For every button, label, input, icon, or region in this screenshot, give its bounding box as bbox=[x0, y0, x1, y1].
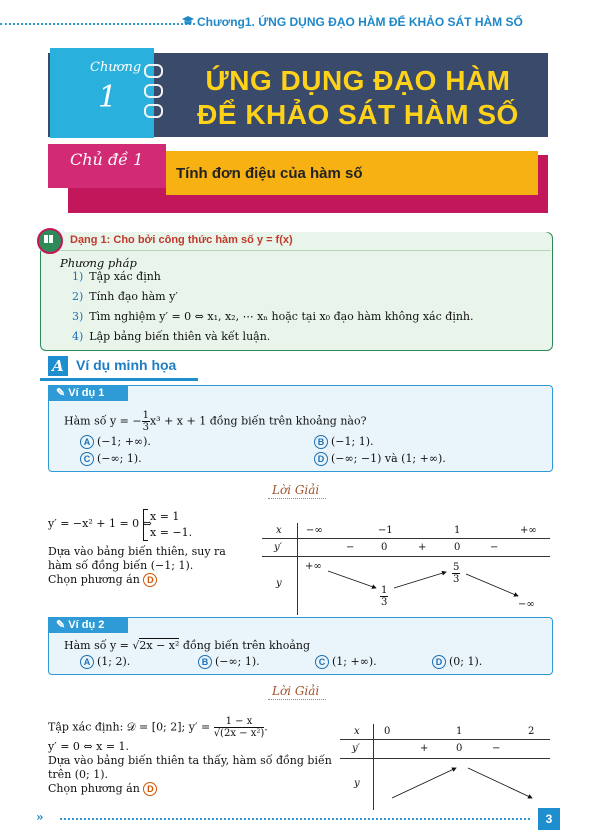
frac-num: 5 bbox=[453, 562, 460, 573]
chapter-number: 1 bbox=[98, 80, 118, 115]
frac-den: 3 bbox=[142, 422, 149, 433]
option-text: (1; +∞). bbox=[332, 655, 377, 668]
chapter-title bbox=[178, 64, 538, 132]
method-step bbox=[72, 270, 161, 283]
topic-title: Tính đơn điệu của hàm số bbox=[176, 165, 363, 182]
sqrt-radicand: 2x − x² bbox=[139, 639, 180, 652]
frac-den: 3 bbox=[381, 597, 388, 608]
example-label bbox=[48, 385, 128, 401]
topic-label: Chủ đề 1 bbox=[70, 150, 144, 169]
solution-text: Chọn phương án bbox=[48, 782, 140, 795]
solution-text: y′ = 0 ⇔ x = 1. bbox=[48, 740, 130, 753]
case-bracket bbox=[143, 509, 148, 541]
fraction bbox=[142, 410, 150, 433]
table-sign: − bbox=[346, 542, 355, 553]
solution-text: trên (0; 1). bbox=[48, 768, 109, 781]
footer-dotted-line bbox=[60, 818, 530, 820]
option-text: (0; 1). bbox=[449, 655, 483, 668]
table-x-label: x bbox=[276, 525, 282, 536]
pencil-icon: ✎ bbox=[56, 387, 66, 399]
option-a[interactable] bbox=[80, 435, 151, 449]
solution-label: Lời Giải bbox=[272, 483, 320, 497]
example-label bbox=[48, 617, 128, 633]
solution-text: Chọn phương án bbox=[48, 573, 140, 586]
option-letter: B bbox=[198, 655, 212, 669]
footer-mark: » bbox=[36, 810, 44, 824]
option-text: (−∞; 1). bbox=[97, 452, 142, 465]
option-b[interactable] bbox=[314, 435, 374, 449]
answer-badge: D bbox=[143, 782, 157, 796]
binder-ring-icon bbox=[144, 84, 163, 98]
chapter-label: Chương bbox=[90, 60, 142, 75]
method-title: Dạng 1: Cho bởi công thức hàm số y = f(x) bbox=[70, 234, 293, 246]
running-title: Chương1. ỨNG DỤNG ĐẠO HÀM ĐỂ KHẢO SÁT HÀM SỐ bbox=[197, 15, 523, 29]
table-x-value: 1 bbox=[456, 726, 463, 737]
step-number: 4) bbox=[72, 330, 84, 343]
example-question bbox=[64, 639, 310, 652]
option-letter: B bbox=[314, 435, 328, 449]
table-y-value: +∞ bbox=[305, 561, 322, 572]
question-text: x³ + x + 1 đồng biến trên khoảng nào? bbox=[149, 414, 367, 428]
option-text: (−1; 1). bbox=[331, 435, 374, 448]
solution-text: Dựa vào bảng biến thiên ta thấy, hàm số đồng biến bbox=[48, 754, 332, 767]
sqrt-sign: √ bbox=[132, 639, 140, 652]
solution-choice bbox=[48, 573, 157, 587]
table-x-value: −∞ bbox=[306, 525, 323, 536]
option-c[interactable] bbox=[315, 655, 377, 669]
table-y-value: −∞ bbox=[518, 599, 535, 610]
section-letter: A bbox=[48, 356, 68, 376]
option-d[interactable] bbox=[314, 452, 446, 466]
table-rule bbox=[340, 739, 550, 740]
answer-badge: D bbox=[143, 573, 157, 587]
option-c[interactable] bbox=[80, 452, 142, 466]
table-x-label: x bbox=[354, 726, 360, 737]
example-question bbox=[64, 410, 367, 433]
solution-derivative bbox=[48, 517, 152, 530]
variation-arrows bbox=[374, 758, 550, 808]
step-number: 2) bbox=[72, 290, 84, 303]
table-sign: − bbox=[492, 743, 501, 754]
fraction bbox=[214, 716, 265, 739]
frac-num: 1 bbox=[142, 410, 149, 421]
solution-domain: Tập xác định: 𝒟 = [0; 2]; y′ = $\frac{1 - x}{\text{√(2x − x²)}}$ . bbox=[48, 716, 268, 739]
arrow-up bbox=[394, 572, 446, 588]
solution-text: Dựa vào bảng biến thiên, suy ra bbox=[48, 545, 226, 558]
table-sign: 0 bbox=[456, 743, 463, 754]
option-d[interactable] bbox=[432, 655, 482, 669]
arrow-up bbox=[392, 768, 456, 798]
option-text: (−1; +∞). bbox=[97, 435, 151, 448]
page-number: 3 bbox=[538, 808, 560, 830]
option-letter: A bbox=[80, 435, 94, 449]
solution-text: hàm số đồng biến (−1; 1). bbox=[48, 559, 194, 572]
frac-den: 3 bbox=[453, 574, 460, 585]
step-text: Tính đạo hàm y′ bbox=[89, 290, 178, 303]
example-label-text: Ví dụ 2 bbox=[68, 619, 105, 631]
pencil-icon: ✎ bbox=[56, 619, 66, 631]
binder-ring-icon bbox=[144, 104, 163, 118]
frac-num: 1 bbox=[381, 585, 388, 596]
frac-num: 1 − x bbox=[214, 716, 265, 728]
option-letter: D bbox=[432, 655, 446, 669]
option-text: (−∞; 1). bbox=[215, 655, 260, 668]
solution-text: Tập xác định: 𝒟 = [0; 2]; y′ = bbox=[48, 720, 211, 734]
running-header bbox=[0, 10, 589, 32]
table-x-value: 1 bbox=[454, 525, 461, 536]
case-2: x = −1. bbox=[150, 526, 193, 539]
step-text: Lập bảng biến thiên và kết luận. bbox=[89, 330, 271, 343]
solution-choice bbox=[48, 782, 157, 796]
binder-ring-icon bbox=[144, 64, 163, 78]
option-b[interactable] bbox=[198, 655, 260, 669]
case-1: x = 1 bbox=[150, 510, 180, 523]
method-step bbox=[72, 330, 270, 343]
table-y-label: y bbox=[276, 578, 282, 589]
table-x-value: 2 bbox=[528, 726, 535, 737]
table-yp-label: y′ bbox=[352, 743, 360, 754]
table-sign: + bbox=[418, 542, 427, 553]
step-text: Tìm nghiệm y′ = 0 ⇔ x₁, x₂, ⋯ xₙ hoặc tại x₀ đạo hàm không xác định. bbox=[89, 310, 474, 323]
step-number: 1) bbox=[72, 270, 84, 283]
example-label-text: Ví dụ 1 bbox=[68, 387, 105, 399]
table-rule bbox=[262, 538, 550, 539]
book-icon bbox=[37, 228, 63, 254]
method-step bbox=[72, 290, 178, 303]
table-sign: + bbox=[420, 743, 429, 754]
section-title: Ví dụ minh họa bbox=[76, 357, 177, 373]
arrow-down bbox=[328, 571, 376, 588]
table-yp-label: y′ bbox=[274, 542, 282, 553]
option-text: (−∞; −1) và (1; +∞). bbox=[331, 452, 446, 465]
step-number: 3) bbox=[72, 310, 84, 323]
chapter-title-line1: ỨNG DỤNG ĐẠO HÀM bbox=[205, 65, 511, 96]
option-letter: D bbox=[314, 452, 328, 466]
section-underline bbox=[40, 378, 198, 381]
graduation-cap-icon bbox=[181, 14, 195, 28]
chapter-title-line2: ĐỂ KHẢO SÁT HÀM SỐ bbox=[197, 99, 519, 130]
solution-underline bbox=[268, 699, 326, 700]
frac-den: √(2x − x²) bbox=[213, 728, 265, 739]
header-dotted-line bbox=[0, 23, 195, 25]
table-sign: 0 bbox=[381, 542, 388, 553]
table-x-value: 0 bbox=[384, 726, 391, 737]
question-text: Hàm số y = − bbox=[64, 414, 142, 428]
variation-arrows bbox=[298, 556, 550, 616]
question-text: đồng biến trên khoảng bbox=[179, 639, 311, 652]
solution-label: Lời Giải bbox=[272, 684, 320, 698]
solution-underline bbox=[268, 498, 326, 499]
arrow-down bbox=[468, 768, 532, 798]
table-x-value: −1 bbox=[378, 525, 393, 536]
step-text: Tập xác định bbox=[89, 270, 161, 283]
table-sign: − bbox=[490, 542, 499, 553]
option-letter: C bbox=[80, 452, 94, 466]
method-label: Phương pháp bbox=[60, 256, 137, 270]
option-letter: C bbox=[315, 655, 329, 669]
option-text: (1; 2). bbox=[97, 655, 131, 668]
table-y-label: y bbox=[354, 778, 360, 789]
solution-text: y′ = −x² + 1 = 0 ⇔ bbox=[48, 517, 152, 530]
option-letter: A bbox=[80, 655, 94, 669]
method-step bbox=[72, 310, 474, 323]
arrow-down bbox=[466, 574, 518, 596]
option-a[interactable] bbox=[80, 655, 130, 669]
table-sign: 0 bbox=[454, 542, 461, 553]
table-x-value: +∞ bbox=[520, 525, 537, 536]
question-text: Hàm số y = bbox=[64, 639, 133, 652]
